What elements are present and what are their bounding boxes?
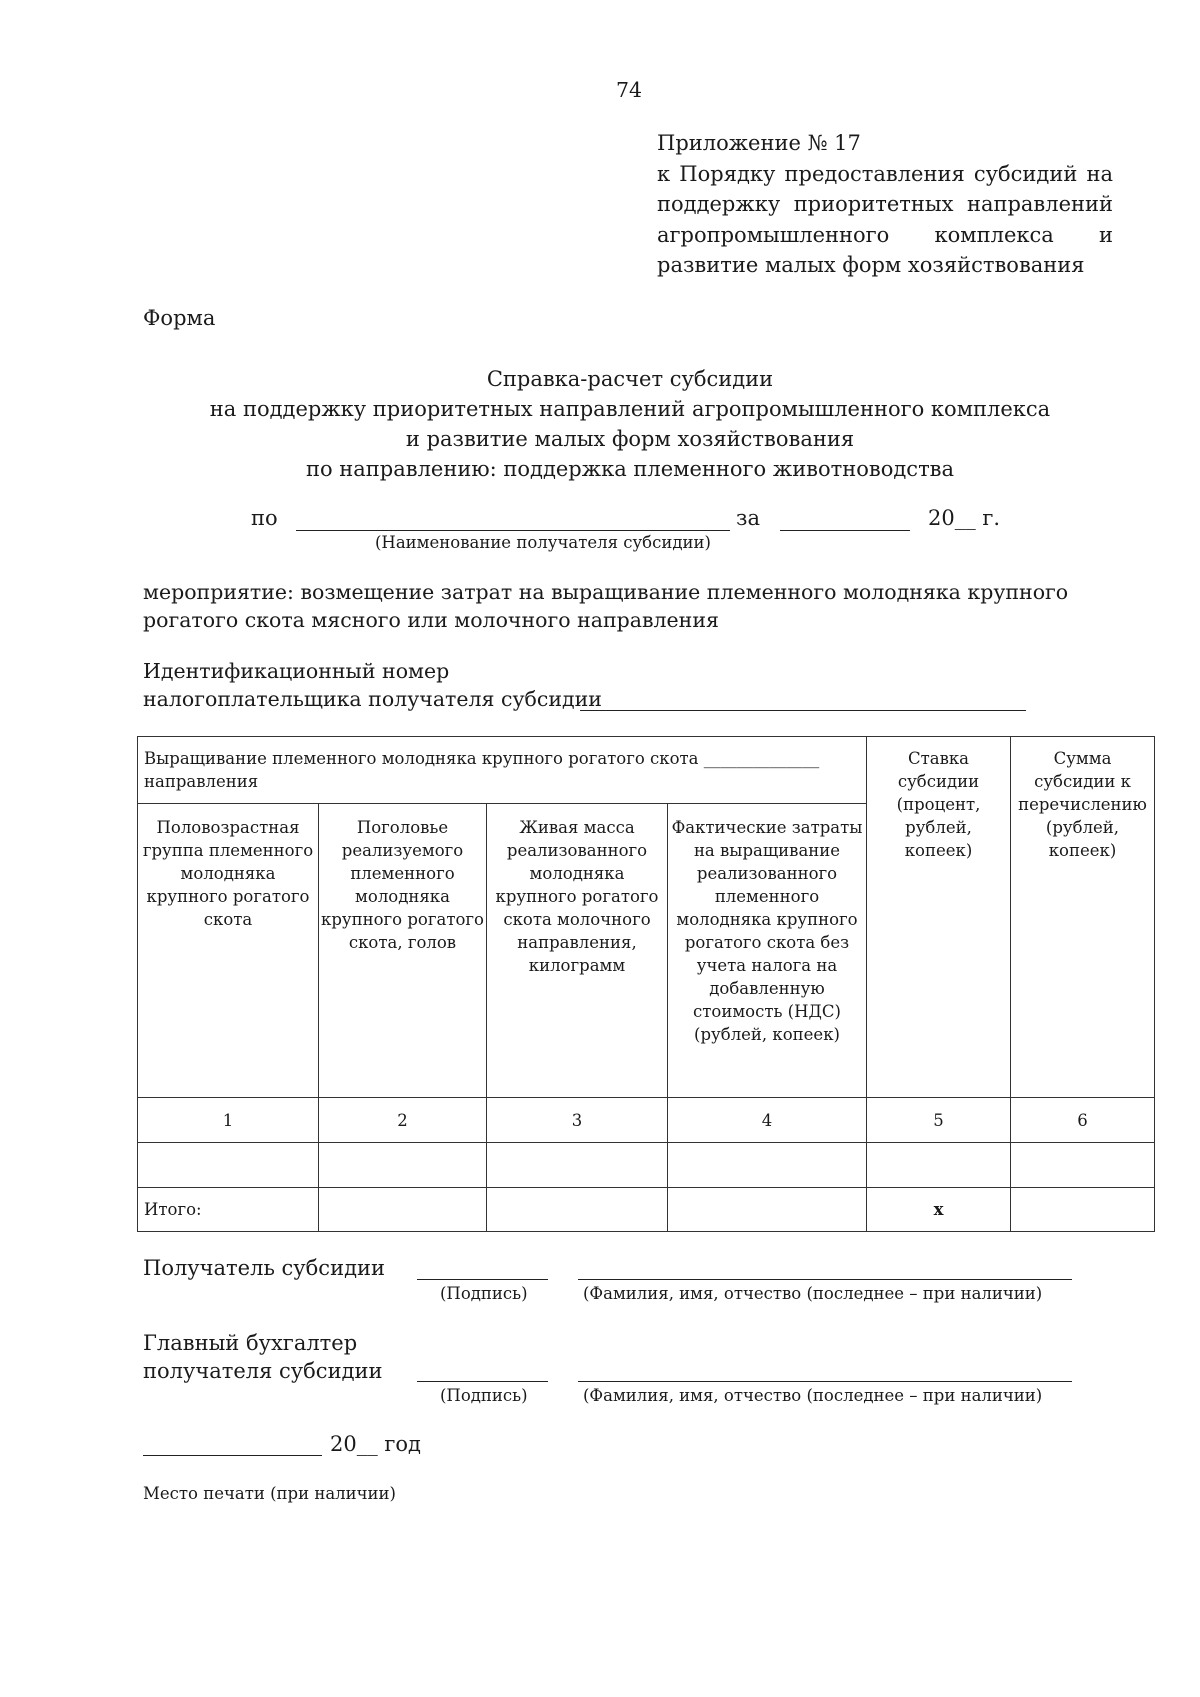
inn-label: налогоплательщика получателя субсидии [143,687,602,711]
appendix-line: развитие малых форм хозяйствования [657,253,1085,277]
column-header-6: Сумма субсидии к перечислению (рублей, копеек) [1011,737,1155,1098]
total-row [138,1188,1155,1232]
date-year-label: 20__ год [330,1432,421,1456]
appendix-title: Приложение № 17 [657,131,861,155]
table-cell[interactable] [867,1143,1011,1188]
accountant-label: Главный бухгалтер [143,1331,358,1355]
subsidy-table [137,736,1155,1232]
date-field[interactable] [143,1455,322,1456]
appendix-block [657,128,1113,281]
recipient-caption: (Наименование получателя субсидии) [375,533,711,552]
period-field[interactable] [780,530,910,531]
accountant-signature-field[interactable] [417,1381,548,1382]
document-title [0,364,1200,484]
recipient-name-signature-field[interactable] [578,1279,1072,1280]
recipient-name-field[interactable] [296,530,730,531]
column-number: 6 [1011,1098,1155,1143]
title-line: на поддержку приоритетных направлений агропромышленного комплекса [209,397,1051,421]
group-header: Выращивание племенного молодняка крупного рогатого скота ______________ направления [138,737,867,804]
table-cell[interactable] [319,1143,487,1188]
title-line: Справка-расчет субсидии [486,367,774,391]
recipient-signature-label: Получатель субсидии [143,1256,385,1280]
name-caption: (Фамилия, имя, отчество (последнее – при наличии) [583,1386,1043,1405]
column-header-1: Половозрастная группа племенного молодняка крупного рогатого скота [138,804,319,1098]
column-header-3: Живая масса реализованного молодняка крупного рогатого скота молочного направления, килограмм [487,804,668,1098]
column-number: 1 [138,1098,319,1143]
po-label: по [251,506,278,530]
recipient-signature-field[interactable] [417,1279,548,1280]
total-label: Итого: [138,1188,319,1232]
page-number: 74 [616,78,643,102]
signature-caption: (Подпись) [440,1386,528,1405]
inn-label: Идентификационный номер [143,659,450,683]
inn-field[interactable] [580,710,1026,711]
table-row [138,1143,1155,1188]
form-label: Форма [143,306,216,330]
column-number: 4 [668,1098,867,1143]
column-number: 5 [867,1098,1011,1143]
table-cell[interactable] [668,1188,867,1232]
table-cell[interactable] [487,1188,668,1232]
event-line: рогатого скота мясного или молочного направления [143,608,719,632]
stamp-label: Место печати (при наличии) [143,1484,396,1503]
table-cell[interactable] [1011,1188,1155,1232]
name-caption: (Фамилия, имя, отчество (последнее – при наличии) [583,1284,1043,1303]
appendix-line: поддержку приоритетных направлений [657,192,1113,216]
total-rate-mark: x [867,1188,1011,1232]
appendix-line: агропромышленного комплекса и [657,222,1113,247]
accountant-label: получателя субсидии [143,1359,383,1383]
column-number: 2 [319,1098,487,1143]
appendix-line: к Порядку предоставления субсидий на [657,161,1113,186]
column-header-4: Фактические затраты на выращивание реализованного племенного молодняка крупного рогатого скота без учета налога на добавленную стоимость (НДС) (рублей, копеек) [668,804,867,1098]
column-number: 3 [487,1098,668,1143]
title-line: и развитие малых форм хозяйствования [405,427,855,451]
accountant-name-field[interactable] [578,1381,1072,1382]
za-label: за [736,506,760,530]
table-cell[interactable] [138,1143,319,1188]
table-cell[interactable] [1011,1143,1155,1188]
year-label: 20__ г. [928,506,1001,530]
table-cell[interactable] [319,1188,487,1232]
column-header-5: Ставка субсидии (процент, рублей, копеек) [867,737,1011,1098]
column-header-2: Поголовье реализуемого племенного молодняка крупного рогатого скота, голов [319,804,487,1098]
table-cell[interactable] [668,1143,867,1188]
title-line: по направлению: поддержка племенного животноводства [305,457,955,481]
signature-caption: (Подпись) [440,1284,528,1303]
table-cell[interactable] [487,1143,668,1188]
event-line: мероприятие: возмещение затрат на выращивание племенного молодняка крупного [143,580,1069,604]
